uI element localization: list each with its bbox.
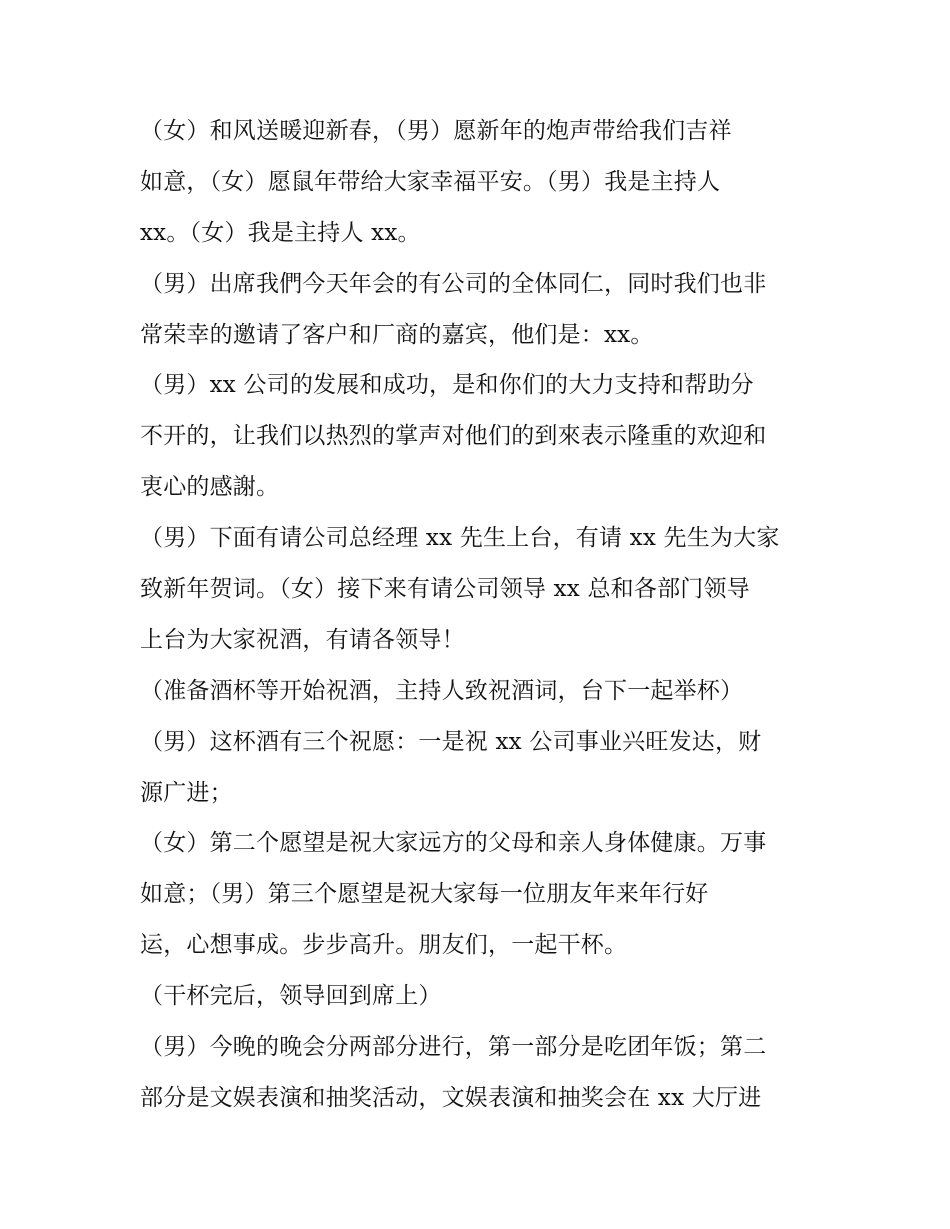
text-line: （男）今晚的晚会分两部分进行，第一部分是吃团年饭；第二 <box>140 1034 767 1061</box>
text-line: 如意，（女）愿鼠年带给大家幸福平安。（男）我是主持人 <box>140 168 721 195</box>
text-line: （女）第二个愿望是祝大家远方的父母和亲人身体健康。万事 <box>140 830 767 857</box>
text-line: （男）这杯酒有三个祝愿：一是祝 xx 公司事业兴旺发达，财 <box>140 728 762 755</box>
text-line: （女）和风送暖迎新春，（男）愿新年的炮声带给我们吉祥 <box>140 118 732 144</box>
text-line: 运，心想事成。步步高升。朋友们，一起干杯。 <box>140 932 628 959</box>
text-line: （男）出席我們今天年会的有公司的全体同仁，同时我们也非 <box>140 270 767 297</box>
text-line: （男）xx 公司的发展和成功，是和你们的大力支持和帮助分 <box>140 372 754 399</box>
text-line: xx。（女）我是主持人 xx。 <box>140 219 421 246</box>
text-line: 如意；（男）第三个愿望是祝大家每一位朋友年来年行好 <box>140 881 709 908</box>
text-line: （干杯完后，领导回到席上） <box>140 983 442 1010</box>
text-line: （男）下面有请公司总经理 xx 先生上台，有请 xx 先生为大家 <box>140 525 780 552</box>
text-line: 源广进； <box>140 779 233 806</box>
text-line: 不开的，让我们以热烈的掌声对他们的到來表示隆重的欢迎和 <box>140 423 767 450</box>
document-body <box>140 106 820 1124</box>
text-line: 致新年贺词。（女）接下来有请公司领导 xx 总和各部门领导 <box>140 576 750 603</box>
text-line: 常荣幸的邀请了客户和厂商的嘉宾，他们是：xx。 <box>140 321 654 348</box>
text-line: （准备酒杯等开始祝酒，主持人致祝酒词，台下一起举杯） <box>140 677 744 704</box>
text-line: 部分是文娱表演和抽奖活动，文娱表演和抽奖会在 xx 大厅进 <box>140 1084 762 1111</box>
text-line: 上台为大家祝酒，有请各领导！ <box>140 626 465 653</box>
text-line: 衷心的感謝。 <box>140 474 280 501</box>
